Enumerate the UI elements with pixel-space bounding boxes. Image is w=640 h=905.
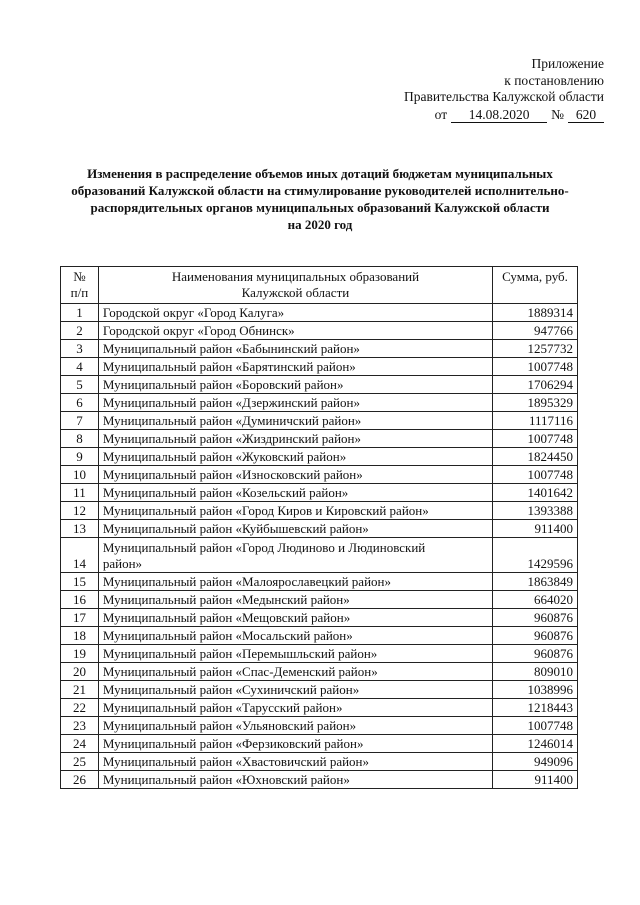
municipality-name: Муниципальный район «Козельский район» xyxy=(98,484,492,502)
table-row xyxy=(61,484,578,502)
table-row xyxy=(61,538,578,573)
municipality-name: Муниципальный район «Тарусский район» xyxy=(98,699,492,717)
table-row xyxy=(61,502,578,520)
amount: 911400 xyxy=(493,771,578,789)
municipality-name: Муниципальный район «Юхновский район» xyxy=(98,771,492,789)
table-row xyxy=(61,304,578,322)
table-row xyxy=(61,645,578,663)
municipality-name: Муниципальный район «Бабынинский район» xyxy=(98,340,492,358)
column-header-number: № п/п xyxy=(61,267,99,304)
municipality-name: Муниципальный район «Малоярославецкий район» xyxy=(98,573,492,591)
amount: 1863849 xyxy=(493,573,578,591)
column-header-sum: Сумма, руб. xyxy=(493,267,578,304)
title-line: образований Калужской области на стимулирование руководителей исполнительно- xyxy=(71,183,569,198)
municipality-name: Муниципальный район «Жиздринский район» xyxy=(98,430,492,448)
amount: 1117116 xyxy=(493,412,578,430)
municipality-name: Муниципальный район «Думиничский район» xyxy=(98,412,492,430)
amount: 1007748 xyxy=(493,466,578,484)
table-row xyxy=(61,627,578,645)
row-number: 14 xyxy=(61,538,99,573)
municipality-name: Муниципальный район «Ульяновский район» xyxy=(98,717,492,735)
amount: 1218443 xyxy=(493,699,578,717)
amount: 1007748 xyxy=(493,430,578,448)
table-row xyxy=(61,340,578,358)
row-number: 26 xyxy=(61,771,99,789)
amount: 947766 xyxy=(493,322,578,340)
table-row xyxy=(61,753,578,771)
date-label: от xyxy=(434,106,448,122)
column-header-name: Наименования муниципальных образований Калужской области xyxy=(98,267,492,304)
row-number: 2 xyxy=(61,322,99,340)
municipality-name: Муниципальный район «Боровский район» xyxy=(98,376,492,394)
table-row xyxy=(61,717,578,735)
row-number: 25 xyxy=(61,753,99,771)
municipality-name: Городской округ «Город Калуга» xyxy=(98,304,492,322)
row-number: 4 xyxy=(61,358,99,376)
row-number: 20 xyxy=(61,663,99,681)
amount: 1007748 xyxy=(493,717,578,735)
amount: 664020 xyxy=(493,591,578,609)
amount: 960876 xyxy=(493,645,578,663)
row-number: 5 xyxy=(61,376,99,394)
row-number: 10 xyxy=(61,466,99,484)
amount: 949096 xyxy=(493,753,578,771)
table-row xyxy=(61,448,578,466)
row-number: 24 xyxy=(61,735,99,753)
table-row xyxy=(61,681,578,699)
row-number: 15 xyxy=(61,573,99,591)
row-number: 17 xyxy=(61,609,99,627)
amount: 1038996 xyxy=(493,681,578,699)
table-row xyxy=(61,376,578,394)
document-title xyxy=(40,165,600,233)
row-number: 16 xyxy=(61,591,99,609)
allocation-table xyxy=(60,266,578,789)
row-number: 11 xyxy=(61,484,99,502)
amount: 960876 xyxy=(493,627,578,645)
decree-date-number xyxy=(304,107,604,124)
amount: 1393388 xyxy=(493,502,578,520)
municipality-name: Муниципальный район «Перемышльский район» xyxy=(98,645,492,663)
row-number: 19 xyxy=(61,645,99,663)
municipality-name: Муниципальный район «Город Людиново и Людиновский район» xyxy=(98,538,492,573)
municipality-name: Муниципальный район «Хвастовичский район» xyxy=(98,753,492,771)
decree-reference: к постановлению xyxy=(504,72,604,88)
table-row xyxy=(61,573,578,591)
issuing-authority: Правительства Калужской области xyxy=(403,89,604,104)
amount: 1895329 xyxy=(493,394,578,412)
table-row xyxy=(61,322,578,340)
row-number: 13 xyxy=(61,520,99,538)
municipality-name: Муниципальный район «Ферзиковский район» xyxy=(98,735,492,753)
table-row xyxy=(61,771,578,789)
municipality-name: Городской округ «Город Обнинск» xyxy=(98,322,492,340)
table-row xyxy=(61,466,578,484)
table-row xyxy=(61,663,578,681)
row-number: 21 xyxy=(61,681,99,699)
appendix-label: Приложение xyxy=(531,56,604,71)
row-number: 23 xyxy=(61,717,99,735)
municipality-name: Муниципальный район «Барятинский район» xyxy=(98,358,492,376)
table-header-row xyxy=(61,267,578,304)
row-number: 1 xyxy=(61,304,99,322)
title-line: Изменения в распределение объемов иных дотаций бюджетам муниципальных xyxy=(87,166,553,181)
table-row xyxy=(61,358,578,376)
municipality-name: Муниципальный район «Сухиничский район» xyxy=(98,681,492,699)
table-row xyxy=(61,394,578,412)
amount: 911400 xyxy=(493,520,578,538)
amount: 1706294 xyxy=(493,376,578,394)
municipality-name: Муниципальный район «Мещовский район» xyxy=(98,609,492,627)
title-line: распорядительных органов муниципальных образований Калужской области xyxy=(90,200,550,215)
municipality-name: Муниципальный район «Дзержинский район» xyxy=(98,394,492,412)
title-line: на 2020 год xyxy=(287,217,353,232)
decree-number: 620 xyxy=(568,108,604,123)
amount: 1824450 xyxy=(493,448,578,466)
municipality-name: Муниципальный район «Жуковский район» xyxy=(98,448,492,466)
amount: 1889314 xyxy=(493,304,578,322)
amount: 1246014 xyxy=(493,735,578,753)
table-row xyxy=(61,412,578,430)
table-row xyxy=(61,735,578,753)
row-number: 12 xyxy=(61,502,99,520)
number-label: № xyxy=(551,106,564,122)
table-row xyxy=(61,699,578,717)
amount: 1257732 xyxy=(493,340,578,358)
amount: 1007748 xyxy=(493,358,578,376)
decree-date: 14.08.2020 xyxy=(451,108,547,123)
document-header xyxy=(304,56,604,123)
municipality-name: Муниципальный район «Спас-Деменский район» xyxy=(98,663,492,681)
municipality-name: Муниципальный район «Медынский район» xyxy=(98,591,492,609)
municipality-name: Муниципальный район «Износковский район» xyxy=(98,466,492,484)
amount: 1401642 xyxy=(493,484,578,502)
row-number: 18 xyxy=(61,627,99,645)
amount: 809010 xyxy=(493,663,578,681)
row-number: 8 xyxy=(61,430,99,448)
table-row xyxy=(61,430,578,448)
municipality-name: Муниципальный район «Мосальский район» xyxy=(98,627,492,645)
amount: 960876 xyxy=(493,609,578,627)
table-row xyxy=(61,609,578,627)
municipality-name: Муниципальный район «Куйбышевский район» xyxy=(98,520,492,538)
row-number: 6 xyxy=(61,394,99,412)
row-number: 7 xyxy=(61,412,99,430)
table-row xyxy=(61,520,578,538)
row-number: 22 xyxy=(61,699,99,717)
amount: 1429596 xyxy=(493,538,578,573)
row-number: 9 xyxy=(61,448,99,466)
row-number: 3 xyxy=(61,340,99,358)
municipality-name: Муниципальный район «Город Киров и Кировский район» xyxy=(98,502,492,520)
table-row xyxy=(61,591,578,609)
